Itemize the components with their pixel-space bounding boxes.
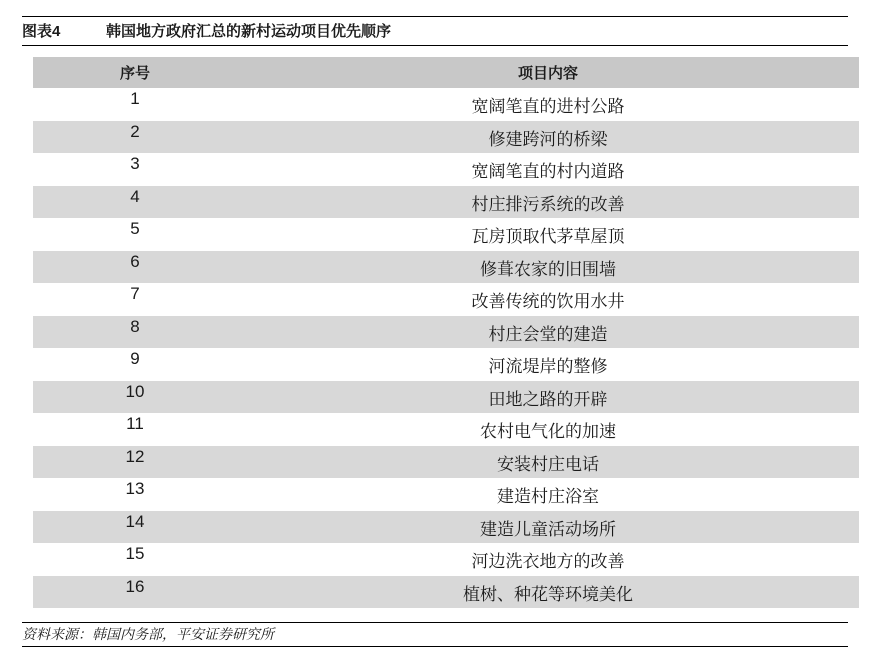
top-rule	[22, 16, 848, 17]
title-rule	[22, 45, 848, 46]
row-content: 植树、种花等环境美化	[463, 584, 633, 604]
row-index: 9	[130, 349, 140, 368]
row-content: 瓦房顶取代茅草屋顶	[471, 227, 625, 246]
row-content: 修葺农家的旧围墙	[480, 259, 616, 279]
priority-table	[33, 57, 859, 608]
table-body	[33, 88, 859, 608]
row-content: 村庄排污系统的改善	[471, 194, 625, 214]
row-index: 13	[125, 479, 145, 498]
row-index: 4	[130, 186, 140, 206]
table-row	[33, 283, 859, 316]
row-index: 3	[130, 154, 140, 173]
row-index: 11	[126, 414, 144, 433]
row-index: 6	[130, 251, 140, 271]
source-rule-top	[22, 622, 848, 623]
row-content: 修建跨河的桥梁	[488, 129, 608, 149]
row-index: 12	[125, 446, 145, 466]
figure-title: 韩国地方政府汇总的新村运动项目优先顺序	[106, 23, 392, 40]
table-row	[33, 576, 859, 609]
table-row	[33, 348, 859, 381]
row-index: 8	[130, 316, 140, 336]
table-row	[33, 478, 859, 511]
row-content: 安装村庄电话	[497, 454, 599, 474]
table-header	[33, 57, 859, 88]
table-row	[33, 186, 859, 219]
row-index: 14	[125, 511, 145, 531]
row-index: 7	[130, 284, 140, 303]
row-content: 田地之路的开辟	[488, 389, 608, 409]
row-index: 10	[125, 381, 145, 401]
table-row	[33, 413, 859, 446]
table-row	[33, 316, 859, 349]
row-content: 河边洗衣地方的改善	[471, 552, 625, 571]
row-index: 5	[130, 219, 140, 238]
row-content: 村庄会堂的建造	[488, 324, 608, 344]
row-index: 15	[125, 544, 145, 563]
table-row	[33, 218, 859, 251]
row-content: 河流堤岸的整修	[488, 357, 608, 376]
figure-title-row	[22, 21, 848, 43]
figure-label: 图表4	[22, 23, 61, 40]
table-row	[33, 121, 859, 154]
source-rule-bottom	[22, 646, 848, 647]
row-content: 宽阔笔直的进村公路	[471, 97, 625, 116]
table-row	[33, 543, 859, 576]
row-index: 2	[130, 121, 140, 141]
row-content: 宽阔笔直的村内道路	[471, 162, 625, 181]
source-note: 资料来源：韩国内务部，平安证券研究所	[22, 626, 274, 642]
table-row	[33, 381, 859, 414]
table-row	[33, 446, 859, 479]
table-row	[33, 88, 859, 121]
row-index: 1	[130, 89, 140, 108]
row-index: 16	[125, 576, 145, 596]
table-row	[33, 251, 859, 284]
row-content: 建造村庄浴室	[497, 487, 599, 506]
column-header-index: 序号	[119, 65, 150, 82]
table-row	[33, 511, 859, 544]
table-row	[33, 153, 859, 186]
row-content: 改善传统的饮用水井	[471, 292, 625, 311]
column-header-content: 项目内容	[517, 65, 578, 82]
row-content: 农村电气化的加速	[480, 422, 616, 441]
row-content: 建造儿童活动场所	[480, 519, 616, 539]
